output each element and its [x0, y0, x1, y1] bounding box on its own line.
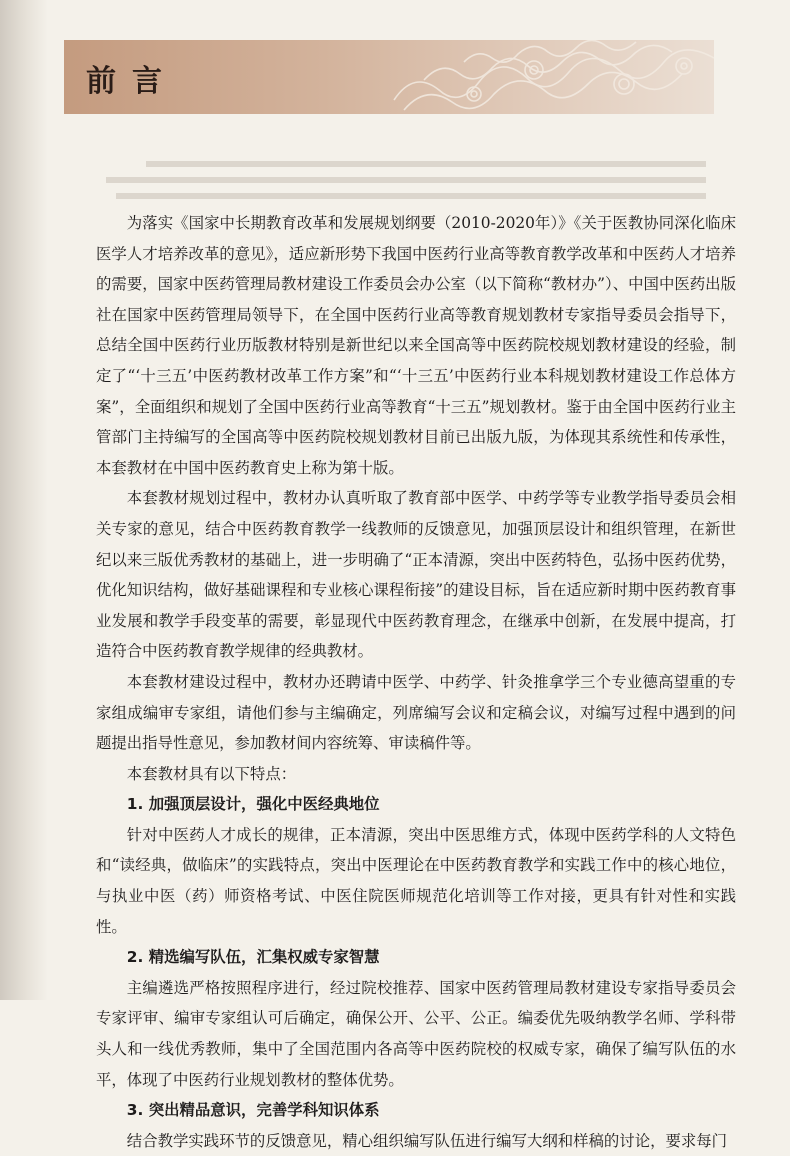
section-text-1: 针对中医药人才成长的规律，正本清源，突出中医思维方式，体现中医药学科的人文特色和“读经典，做临床”的实践特点，突出中医理论在中医药教育教学和实践工作中的核心地位，与执业中医（药）师资格考试、中医住院医师规范化培训等工作对接，更具有针对性和实践性。	[96, 825, 736, 936]
paragraph-planning: 本套教材规划过程中，教材办认真听取了教育部中医学、中药学等专业教学指导委员会相关专家的意见，结合中医药教育教学一线教师的反馈意见，加强顶层设计和组织管理，在新世纪以来三版优秀教材的基础上，进一步明确了“正本清源，突出中医药特色，弘扬中医药优势，优化知识结构，做好基础课程和专业核心课程衔接”的建设目标，旨在适应新时期中医药教育事业发展和教学手段变革的需要，彰显现代中医药教育理念，在继承中创新，在发展中提高，打造符合中医药教育教学规律的经典教材。	[96, 489, 736, 661]
paragraph-expert-group: 本套教材建设过程中，教材办还聘请中医学、中药学、针灸推拿学三个专业德高望重的专家组成编审专家组，请他们参与主编确定，列席编写会议和定稿会议，对编写过程中遇到的问题提出指导性意见，参加教材间内容统筹、审读稿件等。	[96, 672, 736, 753]
section-text-3: 结合教学实践环节的反馈意见，精心组织编写队伍进行编写大纲和样稿的讨论，要求每门	[126, 1131, 728, 1150]
preface-body	[96, 208, 736, 1156]
page-title: 前言	[86, 64, 178, 99]
paragraph-intro: 为落实《国家中长期教育改革和发展规划纲要（2010-2020年）》《关于医教协同深化临床医学人才培养改革的意见》，适应新形势下我国中医药行业高等教育教学改革和中医药人才培养的需要，国家中医药管理局教材建设工作委员会办公室（以下简称“教材办”）、中国中医药出版社在国家中医药管理局领导下，在全国中医药行业高等教育规划教材专家指导委员会指导下，总结全国中医药行业历版教材特别是新世纪以来全国高等中医药院校规划教材建设的经验，制定了“‘十三五’中医药教材改革工作方案”和“‘十三五’中医药行业本科规划教材建设工作总体方案”，全面组织和规划了全国中医药行业高等教育“十三五”规划教材。鉴于由全国中医药行业主管部门主持编写的全国高等中医药院校规划教材目前已出版九版，为体现其系统性和传承性，本套教材在中国中医药教育史上称为第十版。	[96, 214, 736, 477]
page-gutter-shadow	[0, 0, 48, 1000]
bleed-through-text-decoration	[96, 128, 706, 209]
section-heading-2: 2. 精选编写队伍，汇集权威专家智慧	[126, 948, 380, 967]
section-heading-3: 3. 突出精品意识，完善学科知识体系	[126, 1101, 380, 1120]
section-heading-1: 1. 加强顶层设计，强化中医经典地位	[126, 795, 380, 814]
section-text-2: 主编遴选严格按照程序进行，经过院校推荐、国家中医药管理局教材建设专家指导委员会专家评审、编审专家组认可后确定，确保公开、公平、公正。编委优先吸纳教学名师、学科带头人和一线优秀教师，集中了全国范围内各高等中医药院校的权威专家，确保了编写队伍的水平，体现了中医药行业规划教材的整体优势。	[96, 978, 736, 1089]
paragraph-features-intro: 本套教材具有以下特点：	[126, 764, 297, 783]
